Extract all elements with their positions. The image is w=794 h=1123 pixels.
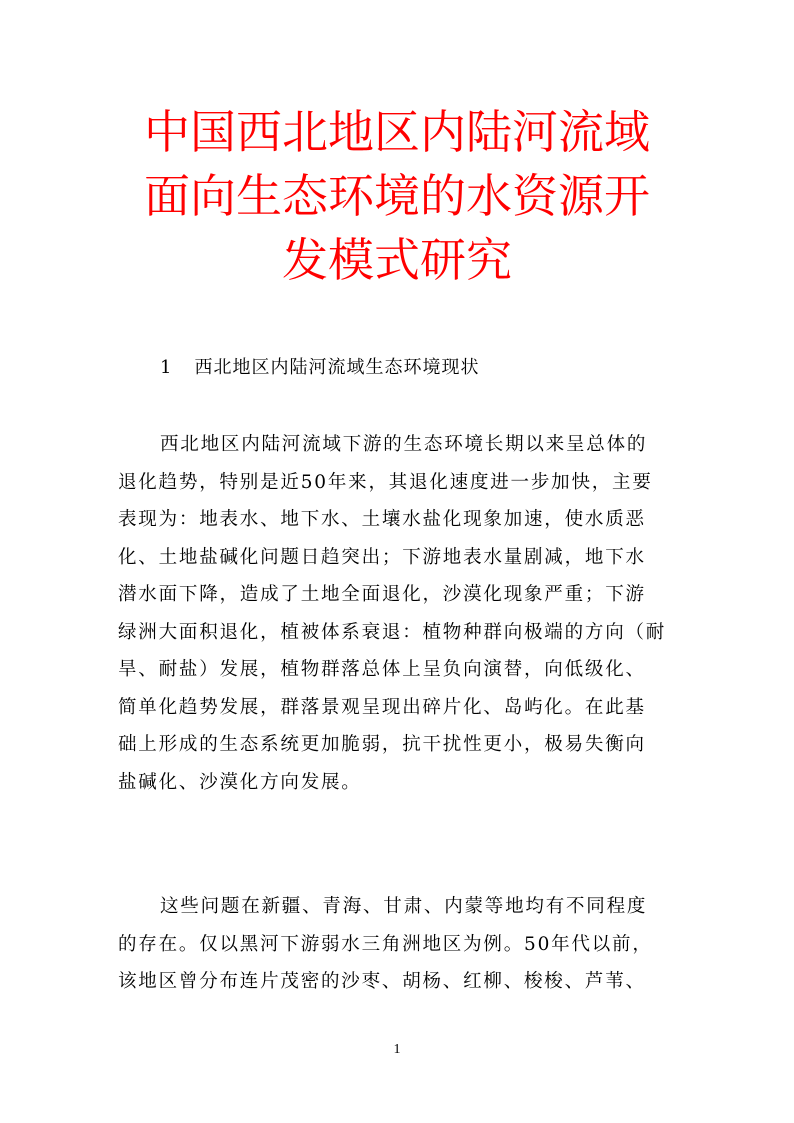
paragraph-line: 化、土地盐碱化问题日趋突出；下游地表水量剧减，地下水 (118, 546, 646, 568)
paragraph-line: 盐碱化、沙漠化方向发展。 (118, 771, 362, 793)
paragraph-line: 西北地区内陆河流域下游的生态环境长期以来呈总体的 (160, 434, 648, 455)
paragraph-line: 础上形成的生态系统更加脆弱，抗干扰性更小，极易失衡向 (118, 734, 646, 755)
section-heading-text: 西北地区内陆河流域生态环境现状 (194, 357, 480, 378)
paragraph-line: 简单化趋势发展，群落景观呈现出碎片化、岛屿化。在此基 (118, 696, 646, 718)
title-line: 中国西北地区内陆河流域 (144, 105, 650, 159)
paragraph-line: 潜水面下降，造成了土地全面退化，沙漠化现象严重；下游 (118, 584, 646, 605)
paragraph-line: 旱、耐盐）发展，植物群落总体上呈负向演替，向低级化、 (118, 659, 646, 680)
paragraph-line: 退化趋势，特别是近50年来，其退化速度进一步加快，主要 (118, 471, 653, 493)
section-number: 1 (160, 357, 173, 378)
section-heading (160, 354, 479, 382)
title-line: 面向生态环境的水资源开 (144, 169, 650, 223)
paragraph-line: 表现为：地表水、地下水、土壤水盐化现象加速，使水质恶 (118, 509, 646, 530)
paragraph-line: 的存在。仅以黑河下游弱水三角洲地区为例。50年代以前， (118, 933, 653, 955)
document-title (100, 100, 694, 292)
body-paragraph-1 (118, 426, 678, 801)
paragraph-line: 这些问题在新疆、青海、甘肃、内蒙等地均有不同程度 (160, 896, 648, 917)
page-number: 1 (393, 1042, 401, 1057)
body-paragraph-2 (118, 888, 678, 1001)
paragraph-line: 该地区曾分布连片茂密的沙枣、胡杨、红柳、梭梭、芦苇、 (118, 971, 646, 992)
paragraph-line: 绿洲大面积退化，植被体系衰退：植物种群向极端的方向（耐 (118, 621, 667, 643)
title-line: 发模式研究 (282, 233, 512, 287)
